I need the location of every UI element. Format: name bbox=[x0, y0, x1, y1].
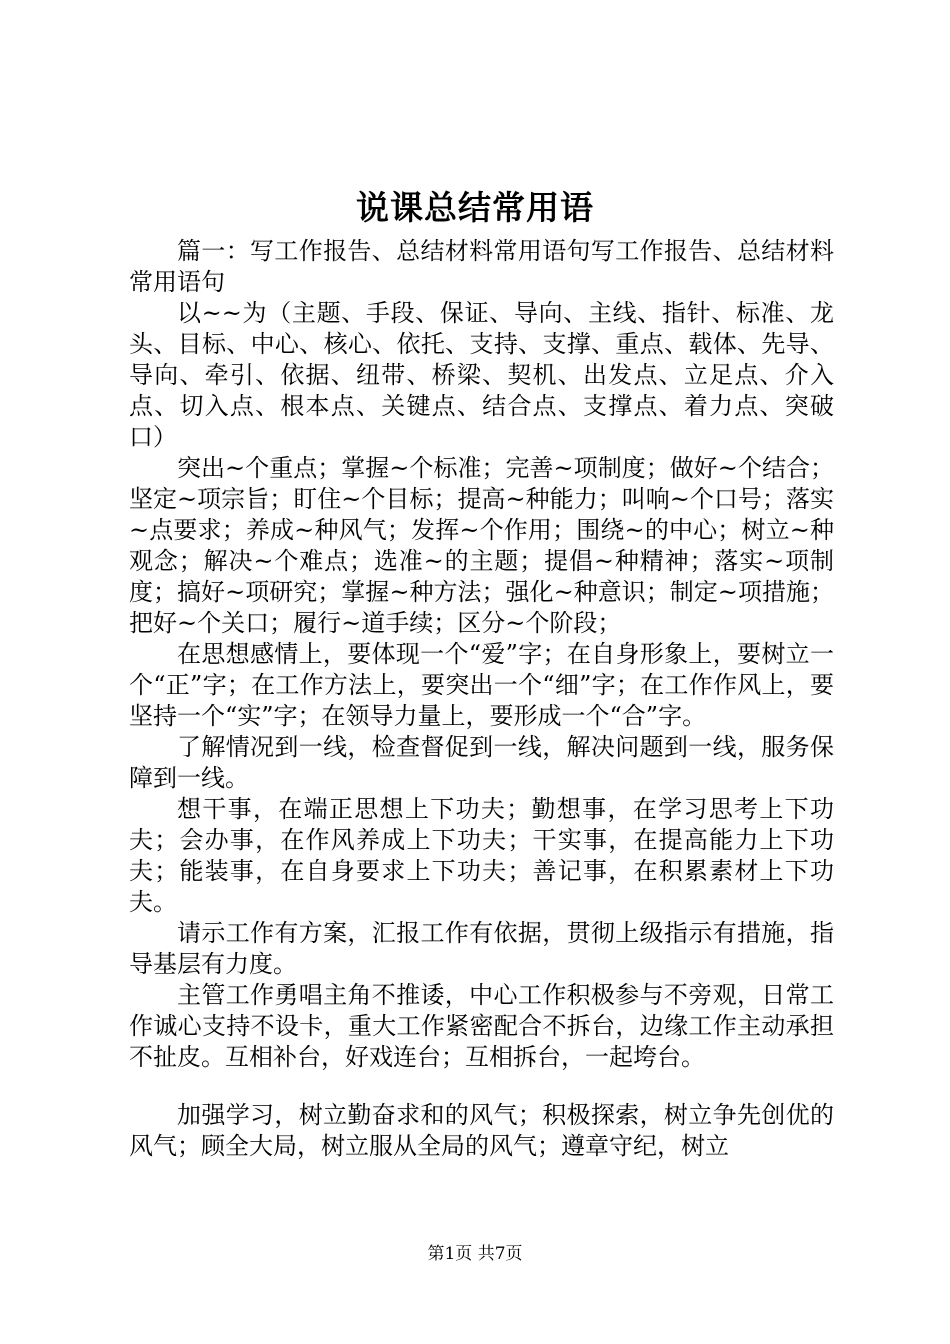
page-footer: 第1页 共7页 bbox=[427, 1244, 523, 1264]
document-body bbox=[129, 236, 834, 1162]
document-title: 说课总结常用语 bbox=[356, 188, 594, 227]
paragraph-9: 加强学习，树立勤奋求和的风气；积极探索，树立争先创优的风气；顾全大局，树立服从全局的风气；遵章守纪，树立 bbox=[129, 1101, 834, 1160]
paragraph-4: 在思想感情上，要体现一个“爱”字；在自身形象上，要树立一个“正”字；在工作方法上，要突出一个“细”字；在工作作风上，要坚持一个“实”字；在领导力量上，要形成一个“合”字。 bbox=[129, 640, 834, 730]
paragraph-2: 以~~为（主题、手段、保证、导向、主线、指针、标准、龙头、目标、中心、核心、依托、支持、支撑、重点、载体、先导、导向、牵引、依据、纽带、桥梁、契机、出发点、立足点、介入点、切入点、根本点、关键点、结合点、支撑点、着力点、突破口） bbox=[129, 299, 834, 451]
paragraph-1: 篇一：写工作报告、总结材料常用语句写工作报告、总结材料常用语句 bbox=[129, 237, 834, 296]
paragraph-5: 了解情况到一线，检查督促到一线，解决问题到一线，服务保障到一线。 bbox=[129, 733, 834, 792]
paragraph-8: 主管工作勇唱主角不推诿，中心工作积极参与不旁观，日常工作诚心支持不设卡，重大工作紧密配合不拆台，边缘工作主动承担不扯皮。互相补台，好戏连台；互相拆台，一起垮台。 bbox=[129, 981, 834, 1071]
paragraph-6: 想干事，在端正思想上下功夫；勤想事，在学习思考上下功夫；会办事，在作风养成上下功夫；干实事，在提高能力上下功夫；能装事，在自身要求上下功夫；善记事，在积累素材上下功夫。 bbox=[129, 795, 834, 916]
paragraph-7: 请示工作有方案，汇报工作有依据，贯彻上级指示有措施，指导基层有力度。 bbox=[129, 919, 834, 978]
paragraph-3: 突出~个重点；掌握~个标准；完善~项制度；做好~个结合；坚定~项宗旨；盯住~个目标；提高~种能力；叫响~个口号；落实~点要求；养成~种风气；发挥~个作用；围绕~的中心；树立~种观念；解决~个难点；选准~的主题；提倡~种精神；落实~项制度；搞好~项研究；掌握~种方法；强化~种意识；制定~项措施；把好~个关口；履行~道手续；区分~个阶段； bbox=[129, 454, 834, 637]
